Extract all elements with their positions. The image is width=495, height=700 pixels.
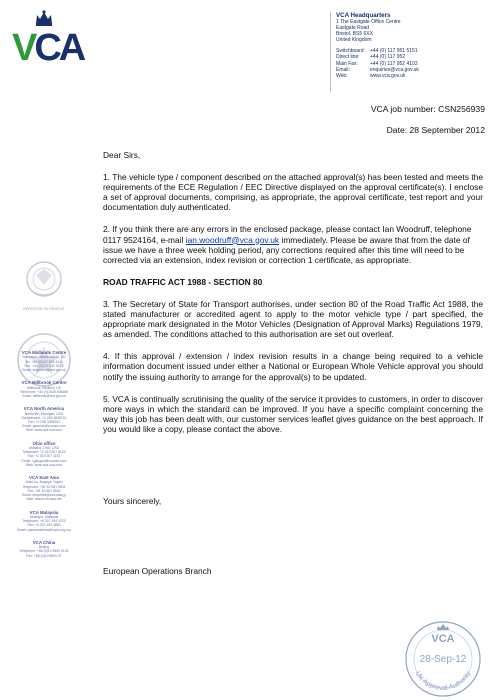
letter-date: Date: 28 September 2012 [386, 125, 485, 135]
office-ohio: Ohio office Ashland, Ohio, USA Telephone: +1 419 207 8122 Fax: +1 419 207 1151 Email: i.gaugan@vcausa.com Web: www.vca-usa.com [21, 440, 67, 467]
svg-text:UK Approval Authority [414, 670, 473, 692]
stamp-logo-icon [431, 624, 454, 645]
crown-icon [34, 10, 54, 26]
signatory: European Operations Branch [103, 566, 212, 576]
hq-contact-row: Direct line: +44 (0) 117 952 [336, 54, 406, 61]
office-east-asia: VCA East Asia Nishi-ku, Nagoya, Japan Telephone: +81 52 681 9831 Fax: +81 52 681 9832 Email: enquiries@vca-asia.jp Web: www.vca-asia.net [22, 475, 66, 502]
letter-body [103, 150, 483, 446]
approval-stamp [404, 620, 482, 698]
investors-in-people-emblem [14, 255, 74, 317]
emblem-caption: INVESTOR IN PEOPLE [23, 307, 65, 311]
vca-logo [12, 10, 84, 70]
hq-address-block [336, 12, 486, 79]
hq-contact-row: Email: enquiries@vca.gov.uk [336, 66, 419, 73]
stamp-arc-text: UK Approval Authority [413, 670, 473, 693]
office-midlands: VCA Midlands Centre Nuneaton, Warwickshire, UK Tel: +44 (0)247 632 4141 Fax: +44 (0)247 632 9278 Email: enquiries@vca.gov.uk [21, 350, 67, 373]
hq-title: VCA Headquarters [336, 12, 391, 19]
hq-contact-row: Web: www.vca.gov.uk [336, 72, 406, 79]
regional-offices [4, 350, 84, 566]
section-heading: ROAD TRAFFIC ACT 1988 - SECTION 80 [103, 276, 263, 287]
salutation: Dear Sirs, [103, 150, 141, 160]
hq-divider [330, 12, 331, 92]
paragraph-3: 3. The Secretary of State for Transport authorises, under section 80 of the Road Traffic Act 1988, the stated manufacturer or accredited agent to apply to the motor vehicle type / part specified, the appropriate mark designated in the Motor Vehicles (Designation of Approval Marks) Regulations 1979, as amended. The conditions attached to this authorisation are set out overleaf. [103, 298, 483, 340]
stamp-date: 28-Sep-12 [419, 654, 467, 665]
closing: Yours sincerely, [103, 496, 162, 506]
email-link[interactable]: ian.woodruff@vca.gov.uk [185, 234, 280, 245]
office-malaysia: VCA Malaysia Selangor, Malaysia Telephone: +6 037 494 0223 Fax: +6 037 494 4863 Email: pauleamielina@mpm.org.my [17, 509, 71, 532]
office-china: VCA China Beijing Telephone: +86 (0)10 8500 9125 Fax: +86 (0)10 8500 97 [19, 539, 69, 558]
hq-address-line: Eastgate Road [336, 25, 370, 32]
logo-wordmark: VCA [12, 27, 84, 69]
hq-address-line: 1 The Eastgate Office Centre [336, 19, 401, 25]
paragraph-4: 4. If this approval / extension / index revision results in a change being required to a vehicle information document issued under either a National or European Whole Vehicle approval you should notify the issuing authority to arrange for the approval(s) to be updated. [103, 351, 483, 382]
job-number: VCA job number: CSN256939 [370, 104, 485, 114]
paragraph-1: 1. The vehicle type / component described on the attached approval(s) has been tested and meets the requirements of the ECE Regulation / EEC Directive displayed on the approval certificate(s). I enclose a set of approval documents, comprising, as appropriate, the approval certificate, test report and your documentation duly authenticated. [103, 172, 483, 213]
office-north-america: VCA North America Northville, Michigan, USA Switchboard: +1 248 4635151 Fax: +1 248 3499281 Email: general@vcausa.com Web: www.vca-usa.com [21, 406, 67, 433]
svg-text:VCA: VCA [431, 633, 455, 645]
hq-address-line: Bristol, BS5 6XX [336, 31, 373, 38]
hq-address-line: United Kingdom [336, 37, 372, 44]
paragraph-5: 5. VCA is continually scrutinising the quality of the service it provides to customers, in order to discover more ways in which the standard can be improved. If you have a specific complaint concerning the way this job has been dealt with, our customer services leaflet gives guidance on the best approach. If you would like a copy, please contact the above. [103, 393, 483, 434]
hq-contact-row: Main Fax: +44 (0) 117 952 4103 [336, 60, 418, 67]
paragraph-2: 2. If you think there are any errors in the enclosed package, please contact Ian Woodruff, telephone 0117 9524164, e-mail ian.woodruff@vca.gov.uk immediately. Please be aware that from the date of issue we have a three week holding period, any corrections required after this time will need to be corrected via an extension, index revision or correction 1 certificate, as appropriate. [103, 224, 472, 265]
office-millbrook: VCA Millbrook Centre Millbrook, Bedford, UK Telephone: +44 (0)1525 408466 Email: millbrook@vca.gov.uk [19, 380, 69, 399]
laurel-icon [14, 255, 74, 307]
hq-contact-row: Switchboard: +44 (0) 117 951 5151 [336, 48, 418, 55]
